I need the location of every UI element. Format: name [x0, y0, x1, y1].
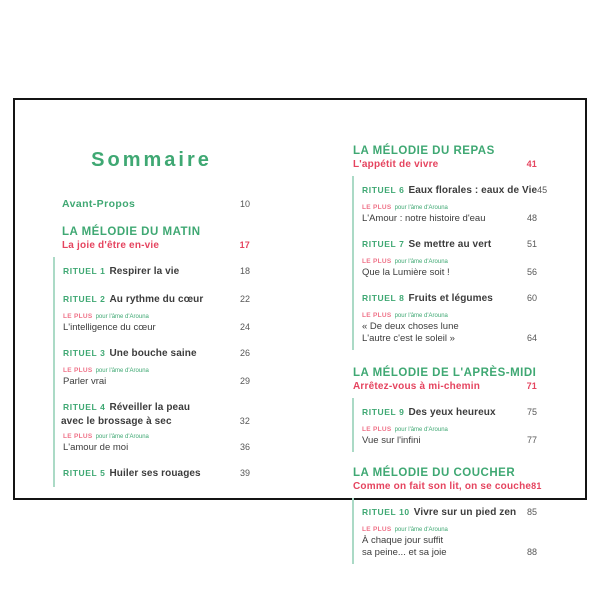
ritual-list [352, 176, 548, 350]
ritual-label: RITUEL 9 [362, 407, 405, 417]
toc-entry-ritual-1 [61, 261, 250, 279]
plus-title-line2: sa peine... et sa joie [362, 547, 447, 558]
section-subtitle: Comme on fait son lit, on se couche [353, 481, 532, 492]
avant-propos-label: Avant-Propos [62, 198, 136, 210]
plus-label: LE PLUS pour l'âme d'Arouna [362, 312, 448, 319]
plus-entry [360, 255, 537, 278]
ritual-label: RITUEL 7 [362, 239, 405, 249]
section-heading: LA MÉLODIE DU COUCHER [353, 467, 516, 479]
ritual-title: Fruits et légumes [408, 293, 493, 304]
ritual-label: RITUEL 6 [362, 185, 405, 195]
page-number: 48 [526, 213, 537, 223]
plus-label: LE PLUS pour l'âme d'Arouna [362, 526, 448, 533]
plus-title: L'amour de moi [63, 442, 129, 453]
section-subtitle: Arrêtez-vous à mi-chemin [353, 381, 481, 392]
toc-section-apres-midi [352, 367, 537, 452]
page-number: 71 [526, 381, 537, 391]
page-number: 60 [526, 293, 537, 303]
section-heading: LA MÉLODIE DU MATIN [62, 226, 201, 238]
page-number: 17 [239, 240, 250, 250]
toc-entry-ritual-3 [61, 343, 250, 387]
toc-entry-ritual-7 [360, 234, 537, 278]
ritual-title: Au rythme du cœur [109, 294, 204, 305]
section-heading: LA MÉLODIE DE L'APRÈS-MIDI [353, 367, 537, 379]
plus-title-line1: « De deux choses lune [362, 321, 459, 332]
page-number: 81 [531, 481, 542, 491]
plus-entry [61, 430, 250, 453]
page-number: 39 [239, 468, 250, 478]
plus-title-line1: À chaque jour suffit [362, 535, 444, 546]
page-number: 75 [526, 407, 537, 417]
page-number: 88 [526, 547, 537, 557]
page-number: 22 [239, 294, 250, 304]
book-page-frame [13, 98, 587, 558]
page-number: 32 [239, 416, 250, 426]
ritual-label: RITUEL 5 [63, 468, 106, 478]
toc-section-matin [53, 226, 250, 487]
toc-section-repas [352, 145, 548, 350]
plus-title: L'intelligence du cœur [63, 322, 156, 333]
page-number: 64 [526, 333, 537, 343]
section-subtitle: L'appétit de vivre [353, 159, 439, 170]
plus-entry [360, 309, 537, 344]
ritual-title: Respirer la vie [109, 266, 180, 277]
plus-label: LE PLUS pour l'âme d'Arouna [362, 258, 448, 265]
page-number: 29 [239, 376, 250, 386]
section-subtitle-row [352, 380, 537, 393]
toc-column-left [53, 146, 250, 487]
plus-label: LE PLUS pour l'âme d'Arouna [362, 204, 448, 211]
toc-entry-avant-propos [53, 198, 250, 210]
plus-title: L'Amour : notre histoire d'eau [362, 213, 486, 224]
plus-title: Parler vrai [63, 376, 107, 387]
ritual-title: Réveiller la peau [109, 402, 191, 413]
section-subtitle-row [352, 480, 542, 493]
toc-entry-ritual-5 [61, 463, 250, 481]
plus-entry [360, 201, 537, 224]
toc-entry-ritual-8 [360, 288, 537, 344]
ritual-title: Se mettre au vert [408, 239, 492, 250]
toc-entry-ritual-6 [360, 180, 548, 224]
ritual-label: RITUEL 1 [63, 266, 106, 276]
section-subtitle-row [53, 239, 250, 252]
plus-title: Que la Lumière soit ! [362, 267, 450, 278]
page-number: 85 [526, 507, 537, 517]
ritual-label: RITUEL 3 [63, 348, 106, 358]
plus-label: LE PLUS pour l'âme d'Arouna [63, 367, 149, 374]
ritual-title: Une bouche saine [109, 348, 197, 359]
plus-label: LE PLUS pour l'âme d'Arouna [63, 313, 149, 320]
page-number: 10 [239, 199, 250, 209]
toc-column-right [352, 145, 548, 564]
ritual-list [352, 398, 537, 452]
page-title: Sommaire [91, 149, 212, 171]
plus-title-line2: L'autre c'est le soleil » [362, 333, 455, 344]
page-number: 56 [526, 267, 537, 277]
page-number: 24 [239, 322, 250, 332]
ritual-list [53, 257, 250, 487]
toc-section-coucher [352, 467, 542, 564]
ritual-title: Eaux florales : eaux de Vie [408, 185, 538, 196]
toc-entry-ritual-2 [61, 289, 250, 333]
plus-title: Vue sur l'infini [362, 435, 421, 446]
plus-entry [360, 523, 537, 558]
toc-entry-ritual-4 [61, 397, 250, 453]
page-number: 51 [526, 239, 537, 249]
ritual-label: RITUEL 8 [362, 293, 405, 303]
toc-entry-ritual-9 [360, 402, 537, 446]
toc-entry-ritual-10 [360, 502, 537, 558]
plus-entry [61, 310, 250, 333]
page-number: 18 [239, 266, 250, 276]
plus-entry [360, 423, 537, 446]
ritual-label: RITUEL 10 [362, 507, 410, 517]
page-number: 26 [239, 348, 250, 358]
ritual-label: RITUEL 2 [63, 294, 106, 304]
page-number: 45 [537, 185, 548, 195]
ritual-title: Des yeux heureux [408, 407, 496, 418]
ritual-title: Vivre sur un pied zen [413, 507, 517, 518]
page-number: 77 [526, 435, 537, 445]
ritual-label: RITUEL 4 [63, 402, 106, 412]
page-number: 41 [526, 159, 537, 169]
plus-label: LE PLUS pour l'âme d'Arouna [63, 433, 149, 440]
section-heading: LA MÉLODIE DU REPAS [353, 145, 495, 157]
ritual-title: Huiler ses rouages [109, 468, 201, 479]
section-subtitle-row [352, 158, 537, 171]
plus-entry [61, 364, 250, 387]
ritual-title-line2: avec le brossage à sec [61, 416, 172, 427]
page-number: 36 [239, 442, 250, 452]
ritual-list [352, 498, 537, 564]
plus-label: LE PLUS pour l'âme d'Arouna [362, 426, 448, 433]
section-subtitle: La joie d'être en-vie [62, 240, 160, 251]
